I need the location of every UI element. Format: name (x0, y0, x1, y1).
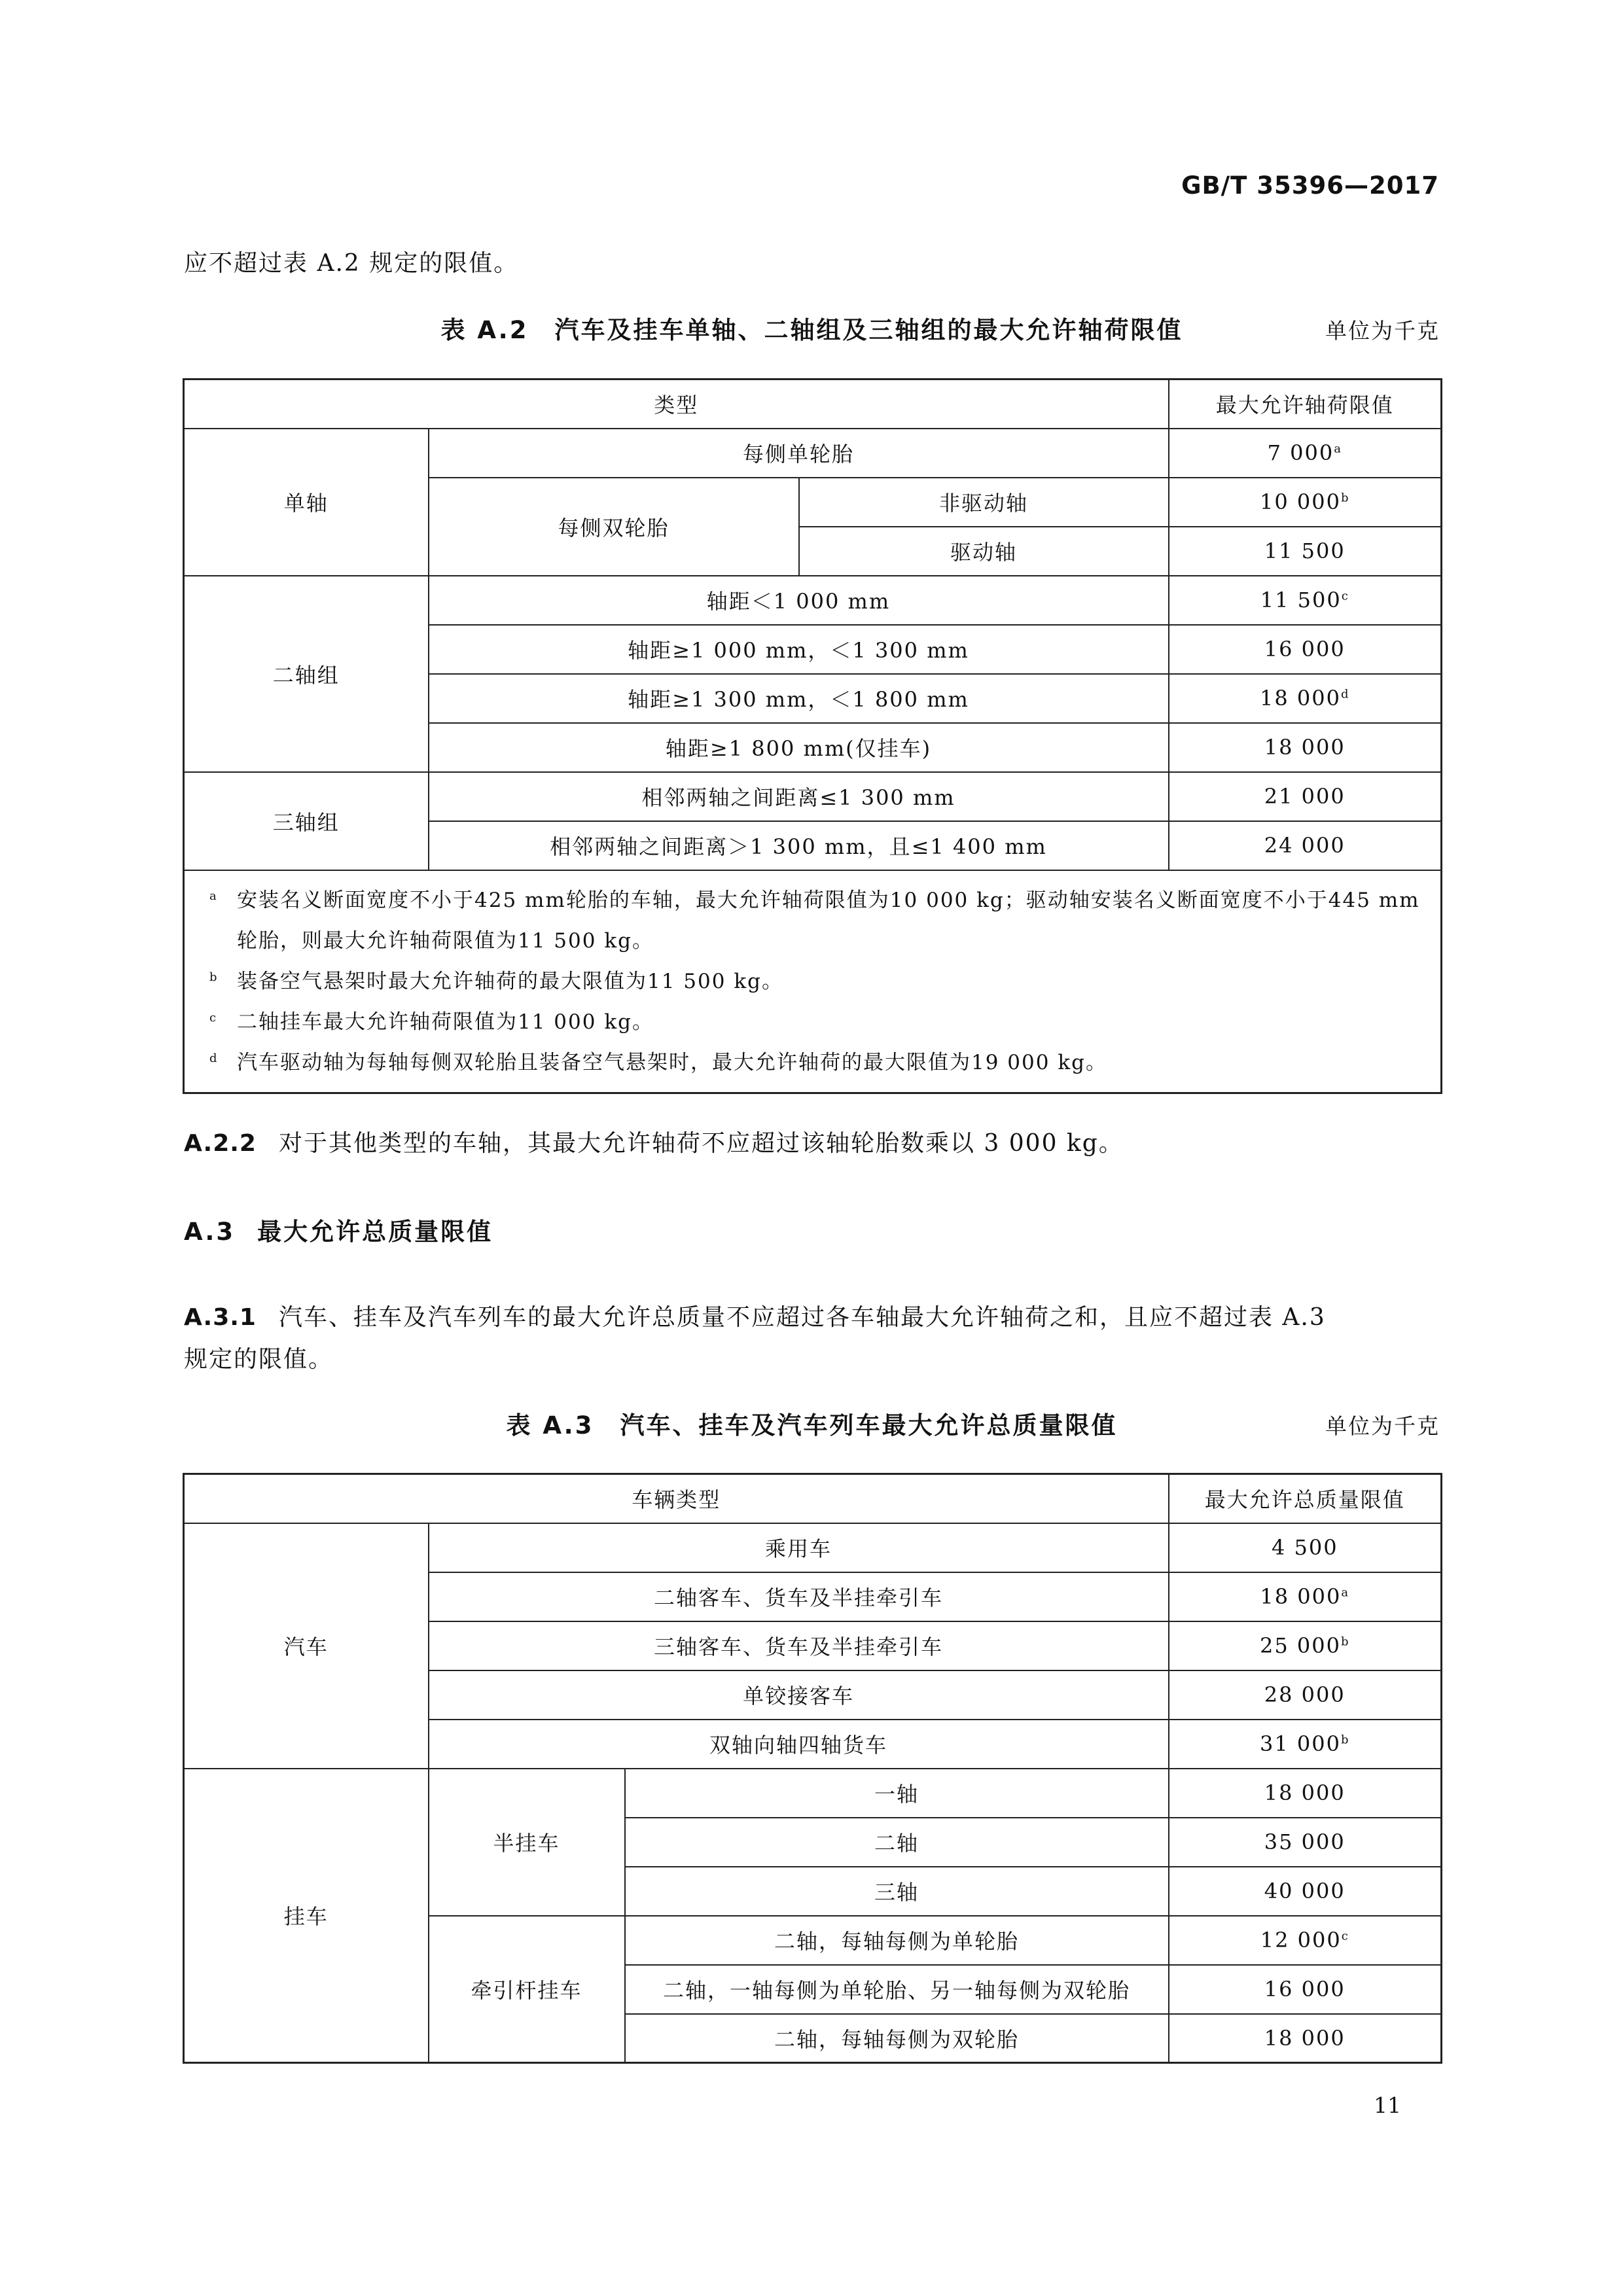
table-note: c 二轴挂车最大允许轴荷限值为11 000 kg。 (209, 1010, 654, 1034)
table-a2-header-type: 类型 (184, 380, 1169, 429)
tridem-label: 三轴组 (184, 772, 429, 870)
tandem-label: 二轴组 (184, 576, 429, 772)
table-a2-unit: 单位为千克 (1325, 318, 1440, 344)
single-tire-value: 7 000$^a$ (1169, 429, 1442, 478)
section-a3-heading (184, 1212, 493, 1247)
tandem-row-label: 轴距≥1 000 mm，＜1 300 mm (429, 625, 1169, 674)
motor-row-value: 4 500 (1169, 1523, 1442, 1572)
motor-row-label: 单铰接客车 (429, 1670, 1169, 1720)
semi-row-label: 一轴 (625, 1769, 1169, 1818)
standard-number: GB/T 35396—2017 (1181, 171, 1439, 200)
table-a2-notes-row (184, 870, 1442, 1093)
semi-row-value: 40 000 (1169, 1867, 1442, 1916)
table-note: d 汽车驱动轴为每轴每侧双轮胎且装备空气悬架时，最大允许轴荷的最大限值为19 000 kg。 (209, 1050, 1107, 1074)
table-a2-header-limit: 最大允许轴荷限值 (1169, 380, 1442, 429)
motor-row-value: 31 000$^b$ (1169, 1720, 1442, 1769)
intro-paragraph: 应不超过表 A.2 规定的限值。 (184, 250, 519, 277)
table-row (184, 1474, 1442, 1523)
section-a3-title: 最大允许总质量限值 (257, 1218, 493, 1246)
non-drive-axle-value: 10 000$^b$ (1169, 478, 1442, 527)
clause-a22 (184, 1123, 1124, 1165)
single-tire-label: 每侧单轮胎 (429, 429, 1169, 478)
tandem-row-value: 16 000 (1169, 625, 1442, 674)
tandem-row-label: 轴距＜1 000 mm (429, 576, 1169, 625)
tandem-row-label: 轴距≥1 300 mm，＜1 800 mm (429, 674, 1169, 723)
trailer-label: 挂车 (184, 1769, 429, 2063)
table-a3 (183, 1473, 1442, 2064)
clause-a31-line1: A.3.1 汽车、挂车及汽车列车的最大允许总质量不应超过各车轴最大允许轴荷之和，且应不超过表 A.3 (184, 1304, 1326, 1331)
table-a2-caption-row (184, 310, 1440, 343)
table-row (184, 1769, 1442, 1818)
clause-a31-number: A.3.1 (184, 1304, 257, 1331)
table-note: a 安装名义断面宽度不小于425 mm轮胎的车轴，最大允许轴荷限值为10 000 kg；驱动轴安装名义断面宽度不小于445 mm轮胎，则最大允许轴荷限值为11 500 kg。 (209, 888, 1420, 953)
motor-row-value: 18 000$^a$ (1169, 1572, 1442, 1621)
motor-vehicle-label: 汽车 (184, 1523, 429, 1769)
page-number: 11 (1374, 2093, 1401, 2118)
semi-row-value: 18 000 (1169, 1769, 1442, 1818)
drawbar-row-value: 12 000$^c$ (1169, 1916, 1442, 1965)
motor-row-label: 三轴客车、货车及半挂牵引车 (429, 1621, 1169, 1670)
motor-row-label: 二轴客车、货车及半挂牵引车 (429, 1572, 1169, 1621)
drawbar-row-label: 二轴，一轴每侧为单轮胎、另一轴每侧为双轮胎 (625, 1965, 1169, 2014)
table-a3-header-limit: 最大允许总质量限值 (1169, 1474, 1442, 1523)
drive-axle-value: 11 500 (1169, 527, 1442, 576)
clause-a31-line2: 规定的限值。 (184, 1346, 334, 1373)
dual-tire-label: 每侧双轮胎 (429, 478, 799, 576)
table-a3-caption: 表 A.3 汽车、挂车及汽车列车最大允许总质量限值 (506, 1411, 1118, 1439)
tandem-row-label: 轴距≥1 800 mm(仅挂车) (429, 723, 1169, 772)
motor-row-label: 双轴向轴四轴货车 (429, 1720, 1169, 1769)
drive-axle-label: 驱动轴 (799, 527, 1169, 576)
semi-row-label: 二轴 (625, 1818, 1169, 1867)
tridem-row-value: 21 000 (1169, 772, 1442, 821)
table-row (184, 429, 1442, 478)
tandem-row-value: 18 000$^d$ (1169, 674, 1442, 723)
motor-row-value: 25 000$^b$ (1169, 1621, 1442, 1670)
drawbar-row-value: 18 000 (1169, 2014, 1442, 2063)
table-a3-caption-row (184, 1405, 1440, 1438)
table-a2 (183, 378, 1442, 1094)
table-a2-caption: 表 A.2 汽车及挂车单轴、二轴组及三轴组的最大允许轴荷限值 (440, 316, 1183, 344)
drawbar-row-label: 二轴，每轴每侧为单轮胎 (625, 1916, 1169, 1965)
tandem-row-value: 11 500$^c$ (1169, 576, 1442, 625)
non-drive-axle-label: 非驱动轴 (799, 478, 1169, 527)
drawbar-row-label: 二轴，每轴每侧为双轮胎 (625, 2014, 1169, 2063)
clause-a22-number: A.2.2 (184, 1130, 257, 1157)
semi-row-label: 三轴 (625, 1867, 1169, 1916)
table-row (184, 1523, 1442, 1572)
table-a3-unit: 单位为千克 (1325, 1413, 1440, 1439)
table-row (184, 576, 1442, 625)
semi-trailer-label: 半挂车 (429, 1769, 625, 1916)
motor-row-label: 乘用车 (429, 1523, 1169, 1572)
table-a3-header-type: 车辆类型 (184, 1474, 1169, 1523)
table-row (184, 380, 1442, 429)
clause-a22-text: 对于其他类型的车轴，其最大允许轴荷不应超过该轴轮胎数乘以 3 000 kg。 (278, 1130, 1124, 1157)
table-a2-notes (184, 870, 1442, 1093)
table-note: b 装备空气悬架时最大允许轴荷的最大限值为11 500 kg。 (209, 969, 783, 993)
tridem-row-label: 相邻两轴之间距离＞1 300 mm，且≤1 400 mm (429, 821, 1169, 870)
section-a3-number: A.3 (184, 1218, 236, 1246)
tridem-row-value: 24 000 (1169, 821, 1442, 870)
tridem-row-label: 相邻两轴之间距离≤1 300 mm (429, 772, 1169, 821)
motor-row-value: 28 000 (1169, 1670, 1442, 1720)
drawbar-trailer-label: 牵引杆挂车 (429, 1916, 625, 2063)
clause-a31 (184, 1297, 1326, 1381)
semi-row-value: 35 000 (1169, 1818, 1442, 1867)
single-axle-label: 单轴 (184, 429, 429, 576)
drawbar-row-value: 16 000 (1169, 1965, 1442, 2014)
table-row (184, 772, 1442, 821)
tandem-row-value: 18 000 (1169, 723, 1442, 772)
